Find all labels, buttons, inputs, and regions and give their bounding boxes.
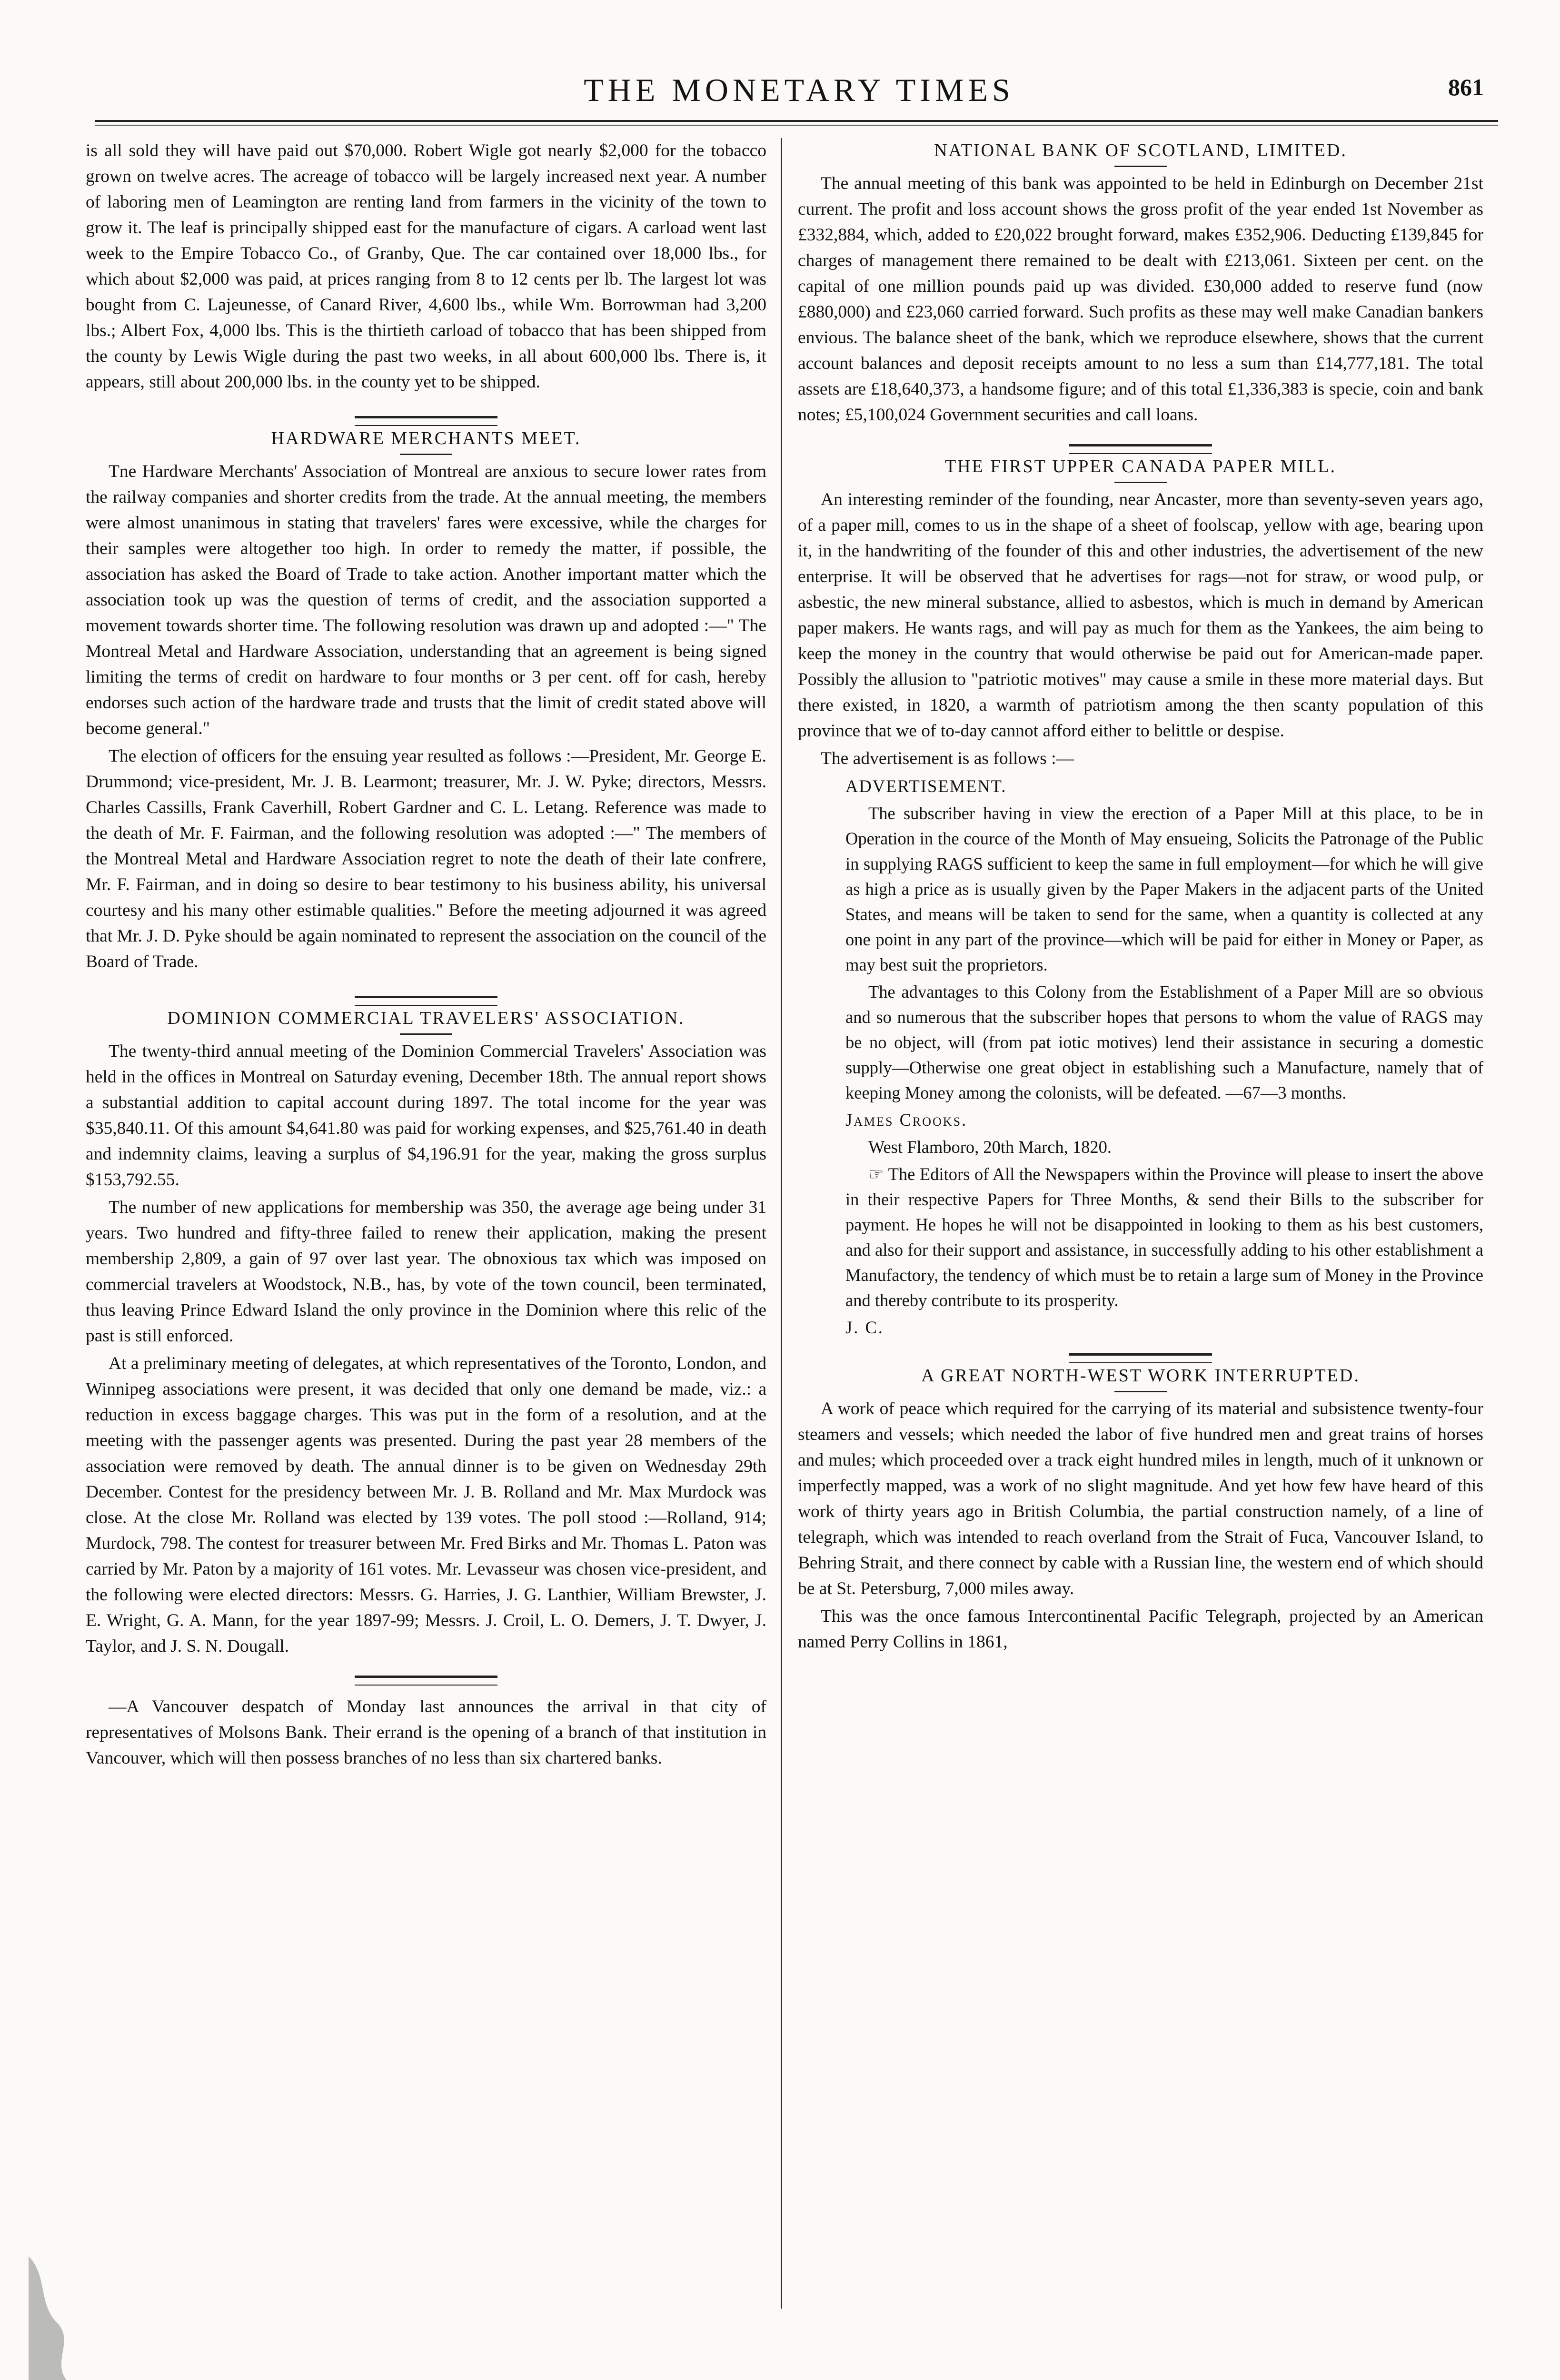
dominion-paragraph-2: The number of new applications for membership was 350, the average age being under 31 years. Two hundred and fifty-three failed to renew their application, making the present membership 2,809, a gain of 97 over last year. The obnoxious tax which was imposed on commercial travelers at Woodstock, N.B., has, by vote of the town council, been terminated, thus leaving Prince Edward Island the only province in the Dominion where this relic of the past is still enforced. [86, 1198, 766, 1346]
page-number: 861 [1448, 74, 1484, 100]
hardware-heading: HARDWARE MERCHANTS MEET. [271, 428, 581, 448]
binding-edge-smudge [19, 2247, 95, 2380]
paper-mill-paragraph-2: The advertisement is as follows :— [821, 749, 1074, 768]
dominion-paragraph-3: At a preliminary meeting of delegates, at which representatives of the Toronto, London, and Winnipeg associations were present, it was decided that only one demand be made, viz.: a reduction in excess baggage charges. This was put in the form of a resolution, and at the meeting with the passenger agents was presented. During the past year 28 members of the association were removed by death. The annual dinner is to be given on Wednesday 29th December. Contest for the presidency between Mr. J. B. Rolland and Mr. Max Murdock was close. At the close Mr. Rolland was elected by 139 votes. The poll stood :—Rolland, 914; Murdock, 798. The contest for treasurer between Mr. Fred Birks and Mr. Thomas L. Paton was carried by Mr. Paton by a majority of 161 votes. Mr. Levasseur was chosen vice-president, and the following were elected directors: Messrs. G. Harries, J. G. Lanthier, William Brewster, J. E. Wright, G. A. Mann, for the year 1897-99; Messrs. J. Croil, L. O. Demers, J. T. Dwyer, J. Taylor, and J. S. N. Dougall. [86, 1354, 766, 1656]
column-divider [781, 138, 782, 2309]
masthead-rule [95, 120, 1498, 122]
scotland-heading: NATIONAL BANK OF SCOTLAND, LIMITED. [934, 140, 1347, 160]
heading-underline [1114, 1391, 1167, 1392]
section-divider [355, 996, 497, 1006]
section-divider [355, 1676, 497, 1686]
advertisement-signature: James Crooks. [845, 1110, 968, 1130]
hardware-paragraph-2: The election of officers for the ensuing year resulted as follows :—President, Mr. George E. Drummond; vice-president, Mr. J. B. Learmont; treasurer, Mr. J. W. Pyke; directors, Messrs. Charles Cassills, Frank Caverhill, Robert Gardner and C. L. Letang. Reference was made to the death of Mr. F. Fairman, and the following resolution was adopted :—" The members of the Montreal Metal and Hardware Association regret to note the death of their late confrere, Mr. F. Fairman, and in doing so desire to bear testimony to his business ability, his universal courtesy and his many other estimable qualities." Before the meeting adjourned it was agreed that Mr. J. D. Pyke should be again nominated to represent the association on the council of the Board of Trade. [86, 746, 766, 972]
advertisement-initials: J. C. [845, 1318, 884, 1337]
tobacco-paragraph: is all sold they will have paid out $70,000. Robert Wigle got nearly $2,000 for the tobacco grown on twelve acres. The acreage of tobacco will be largely increased next year. A number of laboring men of Leamington are renting land from farmers in the vicinity of the town to grow it. The leaf is principally shipped east for the manufacture of cigars. A carload went last week to the Empire Tobacco Co., of Granby, Que. The car contained over 18,000 lbs., for which about $2,000 was paid, at prices ranging from 8 to 12 cents per lb. The largest lot was bought from C. Lajeunesse, of Canard River, 4,600 lbs., while Wm. Borrowman had 3,200 lbs.; Albert Fox, 4,000 lbs. This is the thirtieth carload of tobacco that has been shipped from the county by Lewis Wigle during the past two weeks, in all about 600,000 lbs. There is, it appears, still about 200,000 lbs. in the county yet to be shipped. [86, 141, 766, 392]
paper-mill-paragraph-1: An interesting reminder of the founding, near Ancaster, more than seventy-seven years ago, of a paper mill, comes to us in the shape of a sheet of foolscap, yellow with age, bearing upon it, in the handwriting of the founder of this and other industries, the advertisement of the new enterprise. It will be observed that he advertises for rags—not for straw, or wood pulp, or asbestic, the new mineral substance, allied to asbestos, which is much in demand by American paper makers. He wants rags, and will pay as much for them as the Yankees, the aim being to keep the money in the country that would otherwise be paid out for American-made paper. Possibly the allusion to "patriotic motives" may cause a smile in these more material days. But there existed, in 1820, a warmth of patriotism among the then scanty population of this province that we of to-day cannot afford either to belittle or despise. [798, 490, 1483, 741]
right-column [798, 138, 1483, 1657]
heading-underline [400, 454, 452, 455]
northwest-heading: A GREAT NORTH-WEST WORK INTERRUPTED. [921, 1366, 1360, 1386]
dominion-paragraph-1: The twenty-third annual meeting of the Dominion Commercial Travelers' Association was held in the offices in Montreal on Saturday evening, December 18th. The annual report shows a substantial addition to capital account during 1897. The total income for the year was $35,840.11. Of this amount $4,641.80 was paid for working expenses, and $25,761.40 in death and indemnity claims, leaving a surplus of $4,196.91 for the year, making the gross surplus $153,792.55. [86, 1041, 766, 1190]
advertisement-paragraph-2: The advantages to this Colony from the Establishment of a Paper Mill are so obvious and so numerous that the subscriber hopes that persons to whom the value of RAGS may be no object, will (from pat iotic motives) lend their assistance in securing a domestic supply—Otherwise one great object in establishing such a Manufacture, namely that of keeping Money among the colonists, will be defeated. —67—3 months. [845, 982, 1483, 1102]
vancouver-paragraph: —A Vancouver despatch of Monday last announces the arrival in that city of representatives of Molsons Bank. Their errand is the opening of a branch of that institution in Vancouver, which will then possess branches of no less than six chartered banks. [86, 1697, 766, 1768]
scotland-paragraph: The annual meeting of this bank was appointed to be held in Edinburgh on December 21st current. The profit and loss account shows the gross profit of the year ended 1st November as £332,884, which, added to £20,022 brought forward, makes £352,906. Deducting £139,845 for charges of management there remained to be dealt with £213,061. Sixteen per cent. on the capital of one million pounds paid up was divided. £30,000 added to reserve fund (now £880,000) and £23,060 carried forward. Such profits as these may well make Canadian bankers envious. The balance sheet of the bank, which we reproduce elsewhere, shows that the current account balances and deposit receipts amount to no less a sum than £14,777,181. The total assets are £18,640,373, a handsome figure; and of this total £1,336,383 is specie, coin and bank notes; £5,100,024 Government securities and call loans. [798, 174, 1483, 425]
advertisement-paragraph-3: ☞ The Editors of All the Newspapers within the Province will please to insert the above in their respective Papers for Three Months, & send their Bills to the subscriber for payment. He hopes he will not be disappointed in looking to them as his best customers, and also for their support and assistance, in successfully adding to his other establishment a Manufactory, the tendency of which must be to retain a large sum of Money in the Province and thereby contribute to its prosperity. [845, 1164, 1483, 1310]
advertisement [798, 774, 1483, 1340]
section-divider [355, 416, 497, 426]
northwest-paragraph-1: A work of peace which required for the carrying of its material and subsistence twenty-four steamers and vessels; which needed the labor of five hundred men and great trains of horses and mules; which proceeded over a track eight hundred miles in length, much of it unknown or imperfectly mapped, was a work of no slight magnitude. And yet how few have heard of this work of thirty years ago in British Columbia, the partial construction namely, of a line of telegraph, which was intended to reach overland from the Strait of Fuca, Vancouver Island, to Behring Strait, and there connect by cable with a Russian line, the western end of which should be at St. Petersburg, 7,000 miles away. [798, 1399, 1483, 1598]
publication-title: THE MONETARY TIMES [584, 72, 1014, 108]
masthead [95, 71, 1503, 114]
heading-underline [1114, 482, 1167, 483]
masthead-rule-thin [95, 125, 1498, 126]
northwest-paragraph-2: This was the once famous Intercontinental Pacific Telegraph, projected by an American named Perry Collins in 1861, [798, 1606, 1483, 1652]
advertisement-place-date: West Flamboro, 20th March, 1820. [868, 1137, 1112, 1157]
heading-underline [1114, 166, 1167, 167]
hardware-paragraph-1: Tne Hardware Merchants' Association of Montreal are anxious to secure lower rates from the railway companies and shorter credits from the trade. At the annual meeting, the members were almost unanimous in stating that travelers' fares were excessive, while the charges for their samples were altogether too high. In order to remedy the matter, if possible, the association has asked the Board of Trade to take action. Another important matter which the association took up was the question of terms of credit, and the association supported a movement towards shorter time. The following resolution was drawn up and adopted :—" The Montreal Metal and Hardware Association, understanding that an agreement is being signed limiting the terms of credit on hardware to four months or 3 per cent. off for cash, hereby endorses such action of the hardware trade and trusts that the limit of credit stated above will become general." [86, 462, 766, 738]
section-divider [1069, 444, 1212, 454]
advertisement-heading: ADVERTISEMENT. [845, 776, 1007, 796]
paper-mill-heading: THE FIRST UPPER CANADA PAPER MILL. [944, 456, 1337, 476]
left-column [86, 138, 766, 1773]
section-divider [1069, 1353, 1212, 1363]
dominion-heading: DOMINION COMMERCIAL TRAVELERS' ASSOCIATION. [167, 1008, 685, 1028]
heading-underline [400, 1033, 452, 1035]
advertisement-paragraph-1: The subscriber having in view the erection of a Paper Mill at this place, to be in Operation in the cource of the Month of May ensueing, Solicits the Patronage of the Public in supplying RAGS sufficient to keep the same in full employment—for which he will give as high a price as is usually given by the Paper Makers in the adjacent parts of the United States, and means will be taken to send for the same, when a quantity is collected at any one point in any part of the province—which will be paid for either in Money or Paper, as may best suit the proprietors. [845, 803, 1483, 974]
